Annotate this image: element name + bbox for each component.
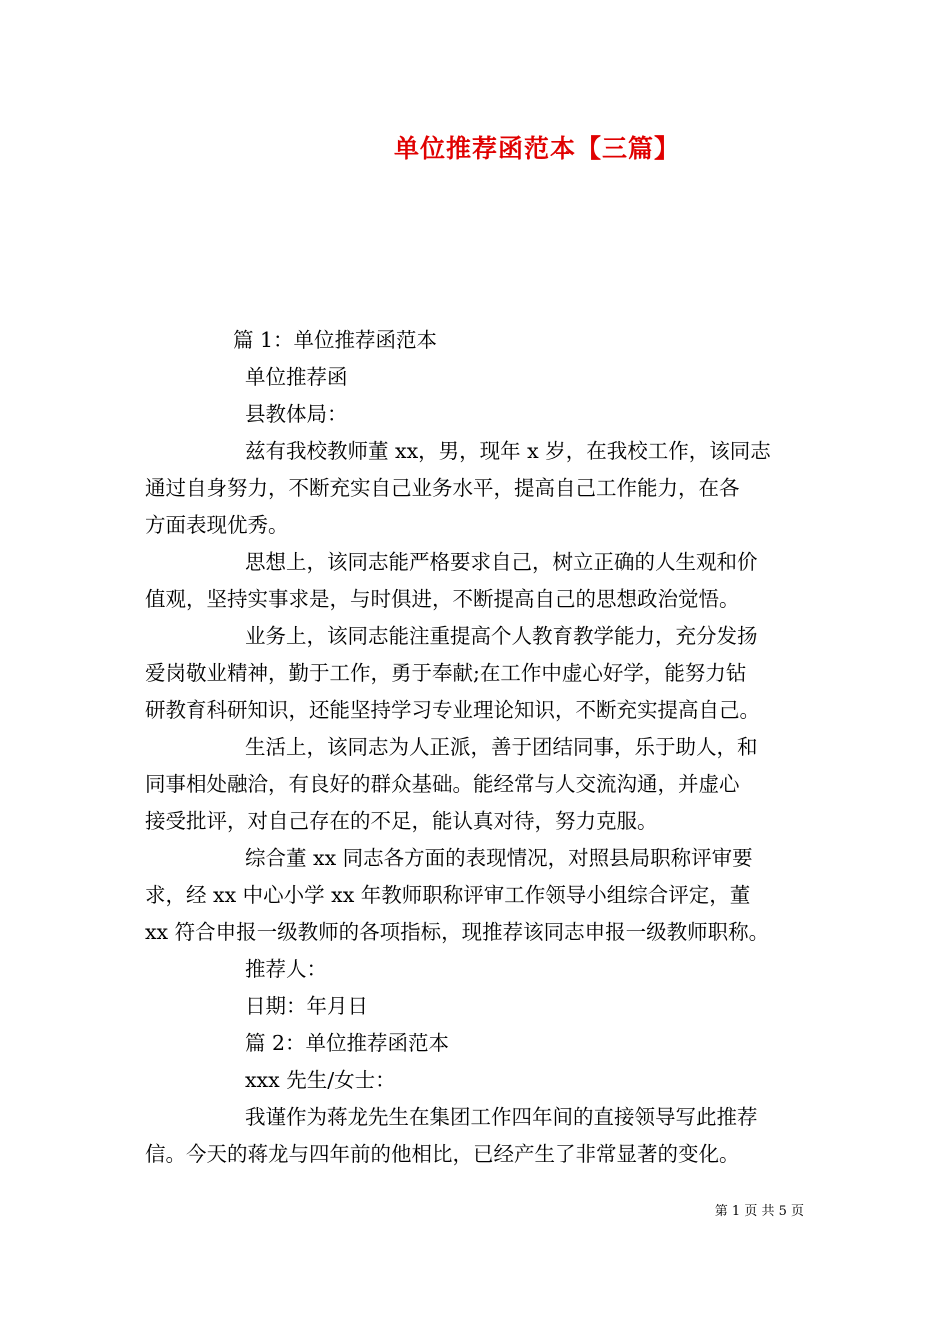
salutation: 县教体局： — [245, 402, 348, 426]
date-line: 日期：年月日 — [245, 994, 368, 1018]
paragraph-line: 思想上，该同志能严格要求自己，树立正确的人生观和价 — [245, 550, 758, 574]
document-body — [145, 322, 810, 1173]
paragraph-line: 同事相处融洽，有良好的群众基础。能经常与人交流沟通，并虚心 — [145, 772, 740, 796]
paragraph-line: 值观，坚持实事求是，与时俱进，不断提高自己的思想政治觉悟。 — [145, 587, 740, 611]
paragraph-line: xx 符合申报一级教师的各项指标，现推荐该同志申报一级教师职称。 — [145, 920, 770, 944]
paragraph-line: 信。今天的蒋龙与四年前的他相比，已经产生了非常显著的变化。 — [145, 1142, 740, 1166]
page-number-footer: 第 1 页 共 5 页 — [714, 1204, 804, 1219]
paragraph-line: 方面表现优秀。 — [145, 513, 289, 537]
paragraph-line: 求，经 xx 中心小学 xx 年教师职称评审工作领导小组综合评定，董 — [145, 883, 751, 907]
paragraph-line: 爱岗敬业精神，勤于工作，勇于奉献;在工作中虚心好学，能努力钻 — [145, 661, 747, 685]
paragraph-line: 通过自身努力，不断充实自己业务水平，提高自己工作能力，在各 — [145, 476, 740, 500]
paragraph-line: 兹有我校教师董 xx，男，现年 x 岁，在我校工作，该同志 — [245, 439, 771, 463]
recommender-line: 推荐人： — [245, 957, 327, 981]
salutation: xxx 先生/女士： — [245, 1068, 396, 1092]
paragraph-line: 综合董 xx 同志各方面的表现情况，对照县局职称评审要 — [245, 846, 753, 870]
page-title: 单位推荐函范本【三篇】 — [393, 134, 680, 163]
section-1-heading: 篇 1：单位推荐函范本 — [233, 328, 438, 352]
section-2-heading: 篇 2：单位推荐函范本 — [245, 1031, 450, 1055]
paragraph-line: 我谨作为蒋龙先生在集团工作四年间的直接领导写此推荐 — [245, 1105, 758, 1129]
paragraph-line: 生活上，该同志为人正派，善于团结同事，乐于助人，和 — [245, 735, 758, 759]
paragraph-line: 接受批评，对自己存在的不足，能认真对待，努力克服。 — [145, 809, 658, 833]
letter-title: 单位推荐函 — [245, 365, 348, 389]
paragraph-line: 研教育科研知识，还能坚持学习专业理论知识，不断充实提高自己。 — [145, 698, 760, 722]
paragraph-line: 业务上，该同志能注重提高个人教育教学能力，充分发扬 — [245, 624, 758, 648]
